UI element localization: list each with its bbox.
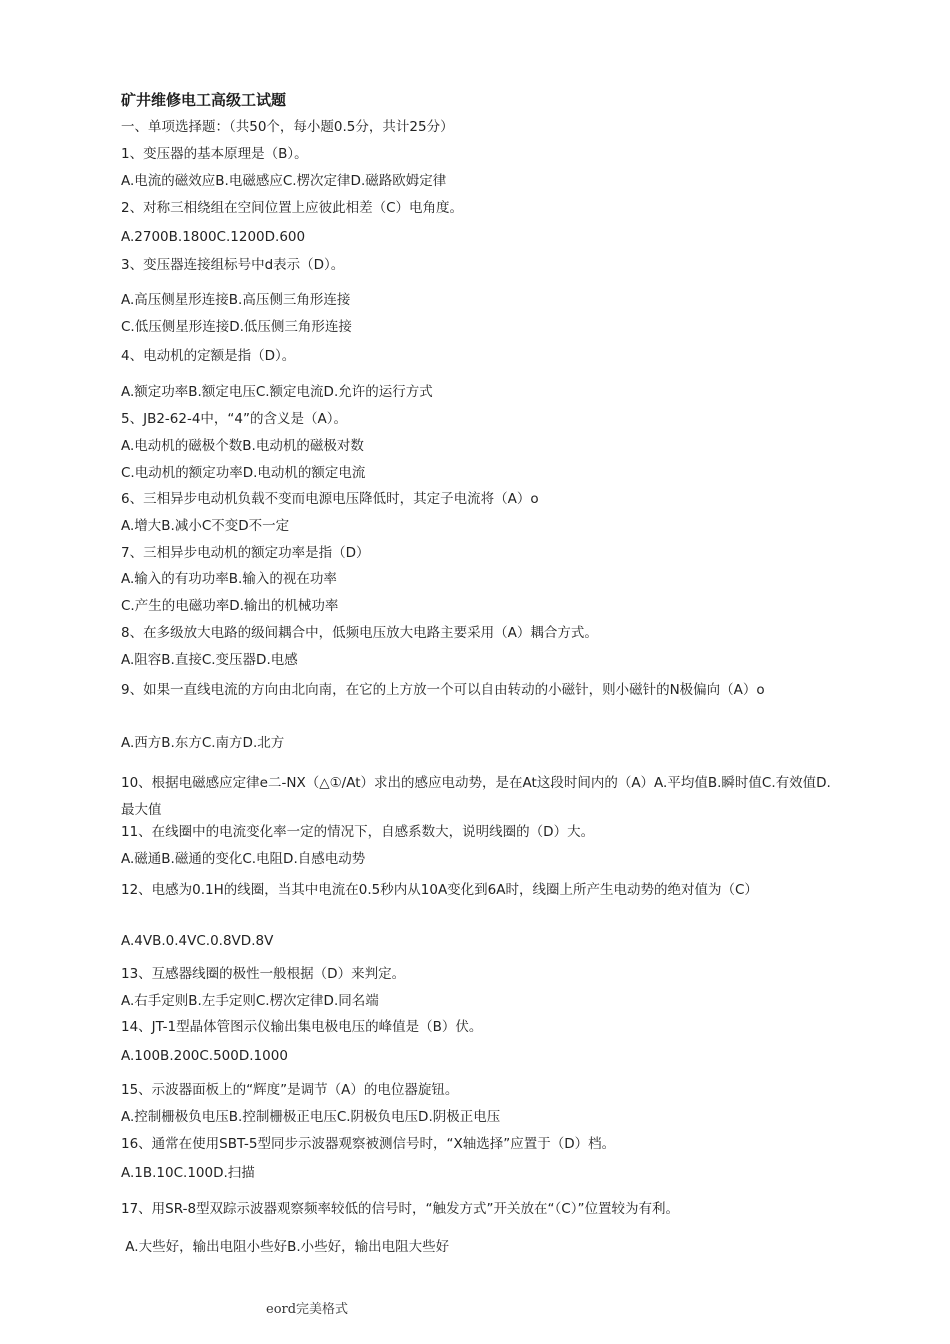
- option-line: A.西方B.东方C.南方D.北方: [121, 735, 285, 751]
- question-line: 3、变压器连接组标号中d表示（D）。: [121, 257, 345, 273]
- option-line: C.产生的电磁功率D.输出的机械功率: [121, 598, 339, 614]
- option-line: C.低压侧星形连接D.低压侧三角形连接: [121, 319, 352, 335]
- option-line: A.控制栅极负电压B.控制栅极正电压C.阴极负电压D.阴极正电压: [121, 1109, 501, 1125]
- option-line: A.电动机的磁极个数B.电动机的磁极对数: [121, 438, 364, 454]
- option-line: A.输入的有功功率B.输入的视在功率: [121, 571, 337, 587]
- question-line: 1、变压器的基本原理是（B）。: [121, 146, 308, 162]
- option-line: A.额定功率B.额定电压C.额定电流D.允许的运行方式: [121, 384, 433, 400]
- option-line: A.磁通B.磁通的变化C.电阻D.自感电动势: [121, 851, 366, 867]
- question-line: 14、JT-1型晶体管图示仪输出集电极电压的峰值是（B）伏。: [121, 1019, 483, 1035]
- option-line: A.阻容B.直接C.变压器D.电感: [121, 652, 298, 668]
- question-line: 7、三相异步电动机的额定功率是指（D）: [121, 545, 370, 561]
- question-line: 11、在线圈中的电流变化率一定的情况下，自感系数大，说明线圈的（D）大。: [121, 824, 595, 840]
- option-line: A.大些好，输出电阻小些好B.小些好，输出电阻大些好: [121, 1239, 450, 1255]
- question-line: 15、示波器面板上的“辉度”是调节（A）的电位器旋钮。: [121, 1082, 459, 1098]
- question-line: 8、在多级放大电路的级间耦合中，低频电压放大电路主要采用（A）耦合方式。: [121, 625, 598, 641]
- option-line: A.电流的磁效应B.电磁感应C.楞次定律D.磁路欧姆定律: [121, 173, 447, 189]
- question-line: 2、对称三相绕组在空间位置上应彼此相差（C）电角度。: [121, 200, 464, 216]
- question-line: 5、JB2-62-4中，“4”的含义是（A）。: [121, 411, 347, 427]
- option-line: A.右手定则B.左手定则C.楞次定律D.同名端: [121, 993, 379, 1009]
- option-line: A.增大B.减小C不变D不一定: [121, 518, 290, 534]
- option-line: A.100B.200C.500D.1000: [121, 1048, 288, 1064]
- option-line: A.2700B.1800C.1200D.600: [121, 229, 306, 245]
- question-line: 9、如果一直线电流的方向由北向南，在它的上方放一个可以自由转动的小磁针，则小磁针的N极偏向（A）o: [121, 682, 765, 698]
- question-line: 16、通常在使用SBT-5型同步示波器观察被测信号时，“X轴选择”应置于（D）档。: [121, 1136, 616, 1152]
- question-line: 10、根据电磁感应定律e二-NX（△①/At）求出的感应电动势，是在At这段时间内的（A）A.平均值B.瞬时值C.有效值D.最大值: [121, 775, 831, 818]
- page-footer: eord完美格式: [266, 1302, 349, 1317]
- option-line: A.高压侧星形连接B.高压侧三角形连接: [121, 292, 351, 308]
- question-line: 12、电感为0.1H的线圈，当其中电流在0.5秒内从10A变化到6A时，线圈上所产生电动势的绝对值为（C）: [121, 882, 758, 898]
- section-heading: 一、单项选择题：（共50个，每小题0.5分，共计25分）: [121, 119, 454, 135]
- question-line: 13、互感器线圈的极性一般根据（D）来判定。: [121, 966, 406, 982]
- question-line: 4、电动机的定额是指（D）。: [121, 348, 296, 364]
- document-title: 矿井维修电工高级工试题: [121, 91, 287, 109]
- question-line: 17、用SR-8型双踪示波器观察频率较低的信号时，“触发方式”开关放在“（C）”位置较为有利。: [121, 1201, 679, 1217]
- question-line: 6、三相异步电动机负载不变而电源电压降低时，其定子电流将（A）o: [121, 491, 539, 507]
- option-line: A.1B.10C.100D.扫描: [121, 1165, 255, 1181]
- option-line: A.4VB.0.4VC.0.8VD.8V: [121, 933, 274, 949]
- option-line: C.电动机的额定功率D.电动机的额定电流: [121, 465, 366, 481]
